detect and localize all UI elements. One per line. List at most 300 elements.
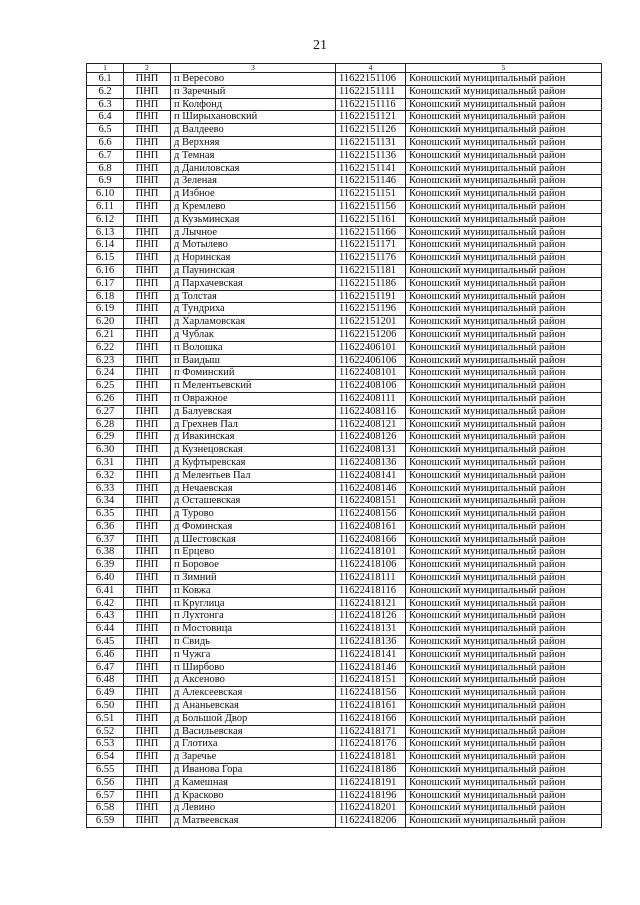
type-cell: ПНП <box>124 572 171 585</box>
type-cell: ПНП <box>124 213 171 226</box>
district-cell: Коношский муниципальный район <box>406 341 602 354</box>
type-cell: ПНП <box>124 200 171 213</box>
table-row <box>87 648 602 661</box>
column-header-name: 3 <box>171 64 336 73</box>
type-cell: ПНП <box>124 162 171 175</box>
district-cell: Коношский муниципальный район <box>406 738 602 751</box>
settlement-name-cell: д Верхняя <box>171 136 336 149</box>
row-number-cell: 6.7 <box>87 149 124 162</box>
type-cell: ПНП <box>124 456 171 469</box>
settlement-name-cell: п Ковжа <box>171 584 336 597</box>
table-row <box>87 162 602 175</box>
type-cell: ПНП <box>124 367 171 380</box>
row-number-cell: 6.27 <box>87 405 124 418</box>
table-row <box>87 341 602 354</box>
type-cell: ПНП <box>124 712 171 725</box>
type-cell: ПНП <box>124 98 171 111</box>
oktmo-code-cell: 11622151131 <box>336 136 406 149</box>
oktmo-code-cell: 11622151186 <box>336 277 406 290</box>
table-row <box>87 392 602 405</box>
oktmo-code-cell: 11622418176 <box>336 738 406 751</box>
oktmo-code-cell: 11622418111 <box>336 572 406 585</box>
type-cell: ПНП <box>124 533 171 546</box>
oktmo-code-cell: 11622418161 <box>336 700 406 713</box>
oktmo-code-cell: 11622151161 <box>336 213 406 226</box>
settlement-name-cell: п Лухтонга <box>171 610 336 623</box>
type-cell: ПНП <box>124 508 171 521</box>
district-cell: Коношский муниципальный район <box>406 469 602 482</box>
table-row <box>87 674 602 687</box>
oktmo-code-cell: 11622151176 <box>336 252 406 265</box>
table-row <box>87 85 602 98</box>
type-cell: ПНП <box>124 85 171 98</box>
district-cell: Коношский муниципальный район <box>406 597 602 610</box>
settlement-name-cell: д Матвеевская <box>171 815 336 828</box>
row-number-cell: 6.6 <box>87 136 124 149</box>
district-cell: Коношский муниципальный район <box>406 687 602 700</box>
row-number-cell: 6.50 <box>87 700 124 713</box>
row-number-cell: 6.3 <box>87 98 124 111</box>
district-cell: Коношский муниципальный район <box>406 725 602 738</box>
type-cell: ПНП <box>124 764 171 777</box>
settlement-name-cell: д Ивакинская <box>171 431 336 444</box>
column-header-type: 2 <box>124 64 171 73</box>
type-cell: ПНП <box>124 226 171 239</box>
column-header-number: 1 <box>87 64 124 73</box>
settlement-name-cell: д Левино <box>171 802 336 815</box>
row-number-cell: 6.18 <box>87 290 124 303</box>
row-number-cell: 6.58 <box>87 802 124 815</box>
oktmo-code-cell: 11622151116 <box>336 98 406 111</box>
table-row <box>87 111 602 124</box>
type-cell: ПНП <box>124 789 171 802</box>
oktmo-code-cell: 11622151201 <box>336 316 406 329</box>
type-cell: ПНП <box>124 520 171 533</box>
table-row <box>87 316 602 329</box>
oktmo-code-cell: 11622151196 <box>336 303 406 316</box>
settlement-name-cell: д Паунинская <box>171 264 336 277</box>
table-row <box>87 277 602 290</box>
table-row <box>87 636 602 649</box>
table-row <box>87 687 602 700</box>
oktmo-code-cell: 11622418116 <box>336 584 406 597</box>
type-cell: ПНП <box>124 546 171 559</box>
table-row <box>87 328 602 341</box>
district-cell: Коношский муниципальный район <box>406 674 602 687</box>
type-cell: ПНП <box>124 648 171 661</box>
table-row <box>87 776 602 789</box>
settlement-name-cell: д Шестовская <box>171 533 336 546</box>
row-number-cell: 6.39 <box>87 559 124 572</box>
oktmo-code-cell: 11622418196 <box>336 789 406 802</box>
row-number-cell: 6.35 <box>87 508 124 521</box>
table-row <box>87 367 602 380</box>
district-cell: Коношский муниципальный район <box>406 149 602 162</box>
row-number-cell: 6.31 <box>87 456 124 469</box>
settlement-name-cell: д Аксеново <box>171 674 336 687</box>
row-number-cell: 6.55 <box>87 764 124 777</box>
district-cell: Коношский муниципальный район <box>406 815 602 828</box>
district-cell: Коношский муниципальный район <box>406 85 602 98</box>
oktmo-code-cell: 11622151111 <box>336 85 406 98</box>
row-number-cell: 6.9 <box>87 175 124 188</box>
row-number-cell: 6.2 <box>87 85 124 98</box>
type-cell: ПНП <box>124 431 171 444</box>
row-number-cell: 6.32 <box>87 469 124 482</box>
table-row <box>87 751 602 764</box>
oktmo-code-cell: 11622151171 <box>336 239 406 252</box>
row-number-cell: 6.26 <box>87 392 124 405</box>
type-cell: ПНП <box>124 559 171 572</box>
settlement-name-cell: п Свидь <box>171 636 336 649</box>
row-number-cell: 6.52 <box>87 725 124 738</box>
row-number-cell: 6.19 <box>87 303 124 316</box>
table-row <box>87 725 602 738</box>
district-cell: Коношский муниципальный район <box>406 200 602 213</box>
type-cell: ПНП <box>124 328 171 341</box>
oktmo-code-cell: 11622408156 <box>336 508 406 521</box>
oktmo-code-cell: 11622418201 <box>336 802 406 815</box>
district-cell: Коношский муниципальный район <box>406 508 602 521</box>
oktmo-code-cell: 11622408146 <box>336 482 406 495</box>
oktmo-code-cell: 11622151191 <box>336 290 406 303</box>
type-cell: ПНП <box>124 738 171 751</box>
oktmo-code-cell: 11622408166 <box>336 533 406 546</box>
type-cell: ПНП <box>124 239 171 252</box>
table-row <box>87 815 602 828</box>
settlement-name-cell: п Заречный <box>171 85 336 98</box>
settlement-name-cell: п Ваидыш <box>171 354 336 367</box>
table-body <box>87 73 602 828</box>
district-cell: Коношский муниципальный район <box>406 98 602 111</box>
oktmo-code-cell: 11622151181 <box>336 264 406 277</box>
table-row <box>87 124 602 137</box>
table-row <box>87 789 602 802</box>
row-number-cell: 6.4 <box>87 111 124 124</box>
type-cell: ПНП <box>124 661 171 674</box>
table-row <box>87 584 602 597</box>
settlement-name-cell: д Толстая <box>171 290 336 303</box>
district-cell: Коношский муниципальный район <box>406 444 602 457</box>
type-cell: ПНП <box>124 725 171 738</box>
settlement-name-cell: п Ширыхановский <box>171 111 336 124</box>
district-cell: Коношский муниципальный район <box>406 354 602 367</box>
row-number-cell: 6.59 <box>87 815 124 828</box>
settlement-name-cell: п Фоминский <box>171 367 336 380</box>
oktmo-code-cell: 11622151121 <box>336 111 406 124</box>
district-cell: Коношский муниципальный район <box>406 520 602 533</box>
table-row <box>87 597 602 610</box>
table-row <box>87 444 602 457</box>
settlement-name-cell: д Ананьевская <box>171 700 336 713</box>
column-header-code: 4 <box>336 64 406 73</box>
row-number-cell: 6.38 <box>87 546 124 559</box>
district-cell: Коношский муниципальный район <box>406 572 602 585</box>
row-number-cell: 6.14 <box>87 239 124 252</box>
oktmo-code-cell: 11622151106 <box>336 73 406 86</box>
table-row <box>87 98 602 111</box>
oktmo-code-cell: 11622151146 <box>336 175 406 188</box>
settlement-name-cell: п Ерцево <box>171 546 336 559</box>
district-cell: Коношский муниципальный район <box>406 418 602 431</box>
table-row <box>87 559 602 572</box>
type-cell: ПНП <box>124 597 171 610</box>
table-row <box>87 405 602 418</box>
district-cell: Коношский муниципальный район <box>406 712 602 725</box>
row-number-cell: 6.47 <box>87 661 124 674</box>
table-row <box>87 213 602 226</box>
type-cell: ПНП <box>124 136 171 149</box>
district-cell: Коношский муниципальный район <box>406 380 602 393</box>
table-row <box>87 200 602 213</box>
settlement-name-cell: д Пархачевская <box>171 277 336 290</box>
type-cell: ПНП <box>124 277 171 290</box>
row-number-cell: 6.29 <box>87 431 124 444</box>
settlement-name-cell: д Заречье <box>171 751 336 764</box>
oktmo-code-cell: 11622408141 <box>336 469 406 482</box>
settlement-name-cell: п Круглица <box>171 597 336 610</box>
table-row <box>87 73 602 86</box>
table-row <box>87 623 602 636</box>
settlement-name-cell: д Васильевская <box>171 725 336 738</box>
type-cell: ПНП <box>124 175 171 188</box>
table-row <box>87 252 602 265</box>
district-cell: Коношский муниципальный район <box>406 328 602 341</box>
row-number-cell: 6.8 <box>87 162 124 175</box>
oktmo-code-cell: 11622408126 <box>336 431 406 444</box>
oktmo-code-cell: 11622418106 <box>336 559 406 572</box>
type-cell: ПНП <box>124 610 171 623</box>
type-cell: ПНП <box>124 636 171 649</box>
oktmo-code-cell: 11622151156 <box>336 200 406 213</box>
settlement-name-cell: д Норинская <box>171 252 336 265</box>
table-header-row <box>87 64 602 73</box>
district-cell: Коношский муниципальный район <box>406 175 602 188</box>
row-number-cell: 6.16 <box>87 264 124 277</box>
type-cell: ПНП <box>124 482 171 495</box>
district-cell: Коношский муниципальный район <box>406 533 602 546</box>
type-cell: ПНП <box>124 252 171 265</box>
type-cell: ПНП <box>124 303 171 316</box>
row-number-cell: 6.17 <box>87 277 124 290</box>
table-row <box>87 136 602 149</box>
district-cell: Коношский муниципальный район <box>406 584 602 597</box>
district-cell: Коношский муниципальный район <box>406 213 602 226</box>
district-cell: Коношский муниципальный район <box>406 623 602 636</box>
settlement-name-cell: д Мотылево <box>171 239 336 252</box>
oktmo-code-cell: 11622418181 <box>336 751 406 764</box>
settlement-name-cell: д Харламовская <box>171 316 336 329</box>
type-cell: ПНП <box>124 623 171 636</box>
settlement-name-cell: д Темная <box>171 149 336 162</box>
table-row <box>87 431 602 444</box>
type-cell: ПНП <box>124 584 171 597</box>
district-cell: Коношский муниципальный район <box>406 456 602 469</box>
type-cell: ПНП <box>124 444 171 457</box>
oktmo-code-cell: 11622408121 <box>336 418 406 431</box>
row-number-cell: 6.48 <box>87 674 124 687</box>
table-row <box>87 764 602 777</box>
table-row <box>87 700 602 713</box>
settlement-name-cell: д Алексеевская <box>171 687 336 700</box>
table-row <box>87 380 602 393</box>
district-cell: Коношский муниципальный район <box>406 226 602 239</box>
oktmo-code-cell: 11622418101 <box>336 546 406 559</box>
district-cell: Коношский муниципальный район <box>406 303 602 316</box>
type-cell: ПНП <box>124 290 171 303</box>
district-cell: Коношский муниципальный район <box>406 610 602 623</box>
settlement-name-cell: п Мостовица <box>171 623 336 636</box>
settlement-name-cell: д Зеленая <box>171 175 336 188</box>
row-number-cell: 6.42 <box>87 597 124 610</box>
oktmo-code-cell: 11622418166 <box>336 712 406 725</box>
type-cell: ПНП <box>124 380 171 393</box>
column-header-district: 5 <box>406 64 602 73</box>
settlement-name-cell: д Даниловская <box>171 162 336 175</box>
oktmo-code-cell: 11622418171 <box>336 725 406 738</box>
settlement-name-cell: д Мелентьев Пал <box>171 469 336 482</box>
district-cell: Коношский муниципальный район <box>406 802 602 815</box>
settlement-name-cell: д Кузнецовская <box>171 444 336 457</box>
table-row <box>87 456 602 469</box>
table-row <box>87 303 602 316</box>
table-row <box>87 175 602 188</box>
table-row <box>87 738 602 751</box>
oktmo-code-cell: 11622408106 <box>336 380 406 393</box>
row-number-cell: 6.21 <box>87 328 124 341</box>
district-cell: Коношский муниципальный район <box>406 482 602 495</box>
type-cell: ПНП <box>124 149 171 162</box>
oktmo-code-cell: 11622406101 <box>336 341 406 354</box>
table-row <box>87 712 602 725</box>
settlement-name-cell: д Кузьминская <box>171 213 336 226</box>
district-cell: Коношский муниципальный район <box>406 290 602 303</box>
type-cell: ПНП <box>124 111 171 124</box>
settlement-name-cell: д Чублак <box>171 328 336 341</box>
district-cell: Коношский муниципальный район <box>406 546 602 559</box>
oktmo-code-cell: 11622418126 <box>336 610 406 623</box>
district-cell: Коношский муниципальный район <box>406 316 602 329</box>
oktmo-code-cell: 11622418191 <box>336 776 406 789</box>
oktmo-code-cell: 11622408136 <box>336 456 406 469</box>
row-number-cell: 6.37 <box>87 533 124 546</box>
table-row <box>87 354 602 367</box>
settlement-name-cell: д Фоминская <box>171 520 336 533</box>
row-number-cell: 6.24 <box>87 367 124 380</box>
table-row <box>87 482 602 495</box>
row-number-cell: 6.11 <box>87 200 124 213</box>
settlement-name-cell: п Мелентьевский <box>171 380 336 393</box>
oktmo-code-cell: 11622418156 <box>336 687 406 700</box>
page-number: 21 <box>313 38 327 53</box>
district-cell: Коношский муниципальный район <box>406 367 602 380</box>
oktmo-code-cell: 11622151206 <box>336 328 406 341</box>
settlement-name-cell: п Овражное <box>171 392 336 405</box>
table-row <box>87 520 602 533</box>
district-cell: Коношский муниципальный район <box>406 264 602 277</box>
table-row <box>87 572 602 585</box>
type-cell: ПНП <box>124 405 171 418</box>
table-row <box>87 188 602 201</box>
type-cell: ПНП <box>124 264 171 277</box>
oktmo-code-cell: 11622151126 <box>336 124 406 137</box>
settlement-name-cell: п Чужга <box>171 648 336 661</box>
settlement-name-cell: п Ширбово <box>171 661 336 674</box>
oktmo-code-cell: 11622418186 <box>336 764 406 777</box>
settlement-name-cell: д Кремлево <box>171 200 336 213</box>
settlements-table <box>86 63 602 828</box>
settlement-name-cell: п Вересово <box>171 73 336 86</box>
district-cell: Коношский муниципальный район <box>406 495 602 508</box>
settlement-name-cell: д Куфтыревская <box>171 456 336 469</box>
district-cell: Коношский муниципальный район <box>406 751 602 764</box>
row-number-cell: 6.49 <box>87 687 124 700</box>
table-row <box>87 469 602 482</box>
oktmo-code-cell: 11622418146 <box>336 661 406 674</box>
district-cell: Коношский муниципальный район <box>406 776 602 789</box>
district-cell: Коношский муниципальный район <box>406 431 602 444</box>
settlement-name-cell: д Большой Двор <box>171 712 336 725</box>
district-cell: Коношский муниципальный район <box>406 700 602 713</box>
row-number-cell: 6.53 <box>87 738 124 751</box>
type-cell: ПНП <box>124 124 171 137</box>
type-cell: ПНП <box>124 700 171 713</box>
row-number-cell: 6.1 <box>87 73 124 86</box>
row-number-cell: 6.40 <box>87 572 124 585</box>
oktmo-code-cell: 11622408101 <box>336 367 406 380</box>
settlement-name-cell: д Балуевская <box>171 405 336 418</box>
row-number-cell: 6.51 <box>87 712 124 725</box>
type-cell: ПНП <box>124 674 171 687</box>
oktmo-code-cell: 11622151141 <box>336 162 406 175</box>
row-number-cell: 6.45 <box>87 636 124 649</box>
settlement-name-cell: д Тундриха <box>171 303 336 316</box>
oktmo-code-cell: 11622418206 <box>336 815 406 828</box>
district-cell: Коношский муниципальный район <box>406 162 602 175</box>
district-cell: Коношский муниципальный район <box>406 405 602 418</box>
table-row <box>87 533 602 546</box>
table-row <box>87 226 602 239</box>
row-number-cell: 6.20 <box>87 316 124 329</box>
district-cell: Коношский муниципальный район <box>406 764 602 777</box>
oktmo-code-cell: 11622151136 <box>336 149 406 162</box>
district-cell: Коношский муниципальный район <box>406 252 602 265</box>
table-row <box>87 418 602 431</box>
district-cell: Коношский муниципальный район <box>406 636 602 649</box>
table-row <box>87 661 602 674</box>
district-cell: Коношский муниципальный район <box>406 239 602 252</box>
type-cell: ПНП <box>124 316 171 329</box>
row-number-cell: 6.25 <box>87 380 124 393</box>
type-cell: ПНП <box>124 776 171 789</box>
row-number-cell: 6.23 <box>87 354 124 367</box>
oktmo-code-cell: 11622408111 <box>336 392 406 405</box>
settlement-name-cell: д Нечаевская <box>171 482 336 495</box>
oktmo-code-cell: 11622418121 <box>336 597 406 610</box>
settlement-name-cell: п Боровое <box>171 559 336 572</box>
oktmo-code-cell: 11622151166 <box>336 226 406 239</box>
row-number-cell: 6.41 <box>87 584 124 597</box>
oktmo-code-cell: 11622406106 <box>336 354 406 367</box>
settlement-name-cell: п Волошка <box>171 341 336 354</box>
type-cell: ПНП <box>124 392 171 405</box>
row-number-cell: 6.15 <box>87 252 124 265</box>
table-row <box>87 508 602 521</box>
settlement-name-cell: д Турово <box>171 508 336 521</box>
type-cell: ПНП <box>124 815 171 828</box>
oktmo-code-cell: 11622408151 <box>336 495 406 508</box>
oktmo-code-cell: 11622408116 <box>336 405 406 418</box>
